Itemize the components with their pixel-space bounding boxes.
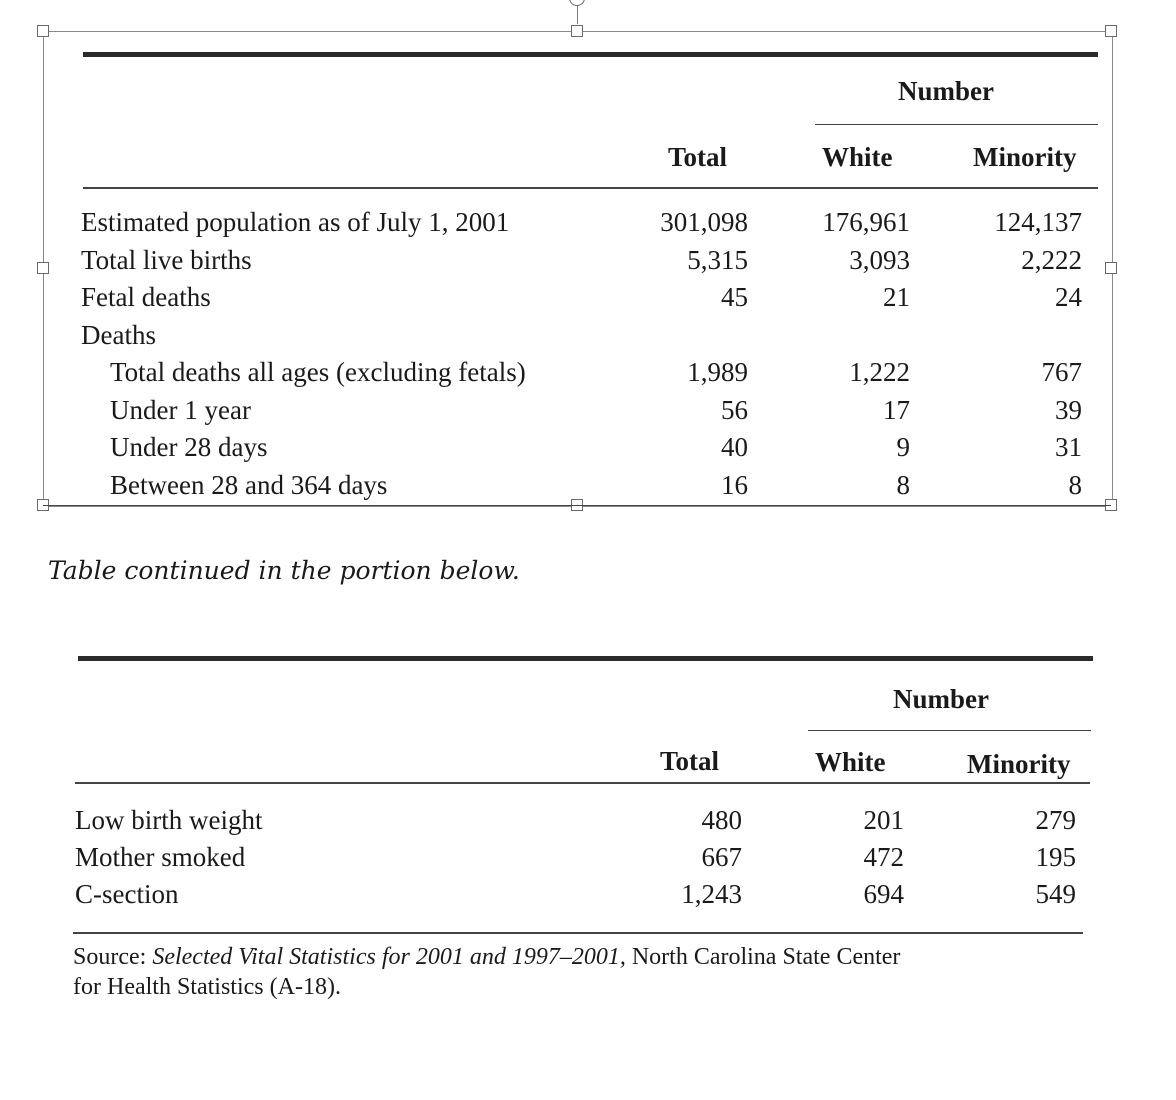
- table1-bottom-rule: [43, 505, 1111, 506]
- row-label: Fetal deaths: [81, 282, 211, 312]
- cell-minority: 24: [1055, 282, 1082, 312]
- row-label: Estimated population as of July 1, 2001: [81, 207, 510, 237]
- table2-header-rule: [75, 782, 1090, 784]
- cell-minority: 8: [1068, 469, 1082, 500]
- row-label: Under 1 year: [110, 394, 251, 425]
- cell-white: 3,093: [849, 244, 910, 275]
- cell-white: 694: [863, 879, 904, 909]
- row-label: Mother smoked: [75, 842, 246, 872]
- cell-total: 1,243: [681, 879, 742, 909]
- table1-group-header: Number: [898, 76, 994, 106]
- cell-minority: 124,137: [994, 207, 1082, 237]
- cell-white: 8: [896, 469, 910, 500]
- resize-handle-top-right[interactable]: [1105, 25, 1117, 37]
- row-label: Under 28 days: [110, 432, 268, 462]
- cell-minority: 767: [1041, 357, 1082, 387]
- cell-total: 301,098: [660, 207, 748, 237]
- cell-total: 5,315: [687, 244, 748, 275]
- row-label: Total deaths all ages (excluding fetals): [110, 357, 526, 387]
- cell-total: 16: [721, 469, 748, 500]
- cell-white: 9: [896, 432, 910, 462]
- table1-col-white: White: [822, 142, 893, 172]
- table1-col-minority: Minority: [973, 142, 1077, 172]
- cell-minority: 2,222: [1021, 244, 1082, 275]
- cell-minority: 279: [1035, 805, 1076, 835]
- row-label: Between 28 and 364 days: [110, 469, 388, 500]
- cell-minority: 195: [1035, 842, 1076, 872]
- resize-handle-middle-left[interactable]: [37, 262, 49, 274]
- cell-minority: 31: [1055, 432, 1082, 462]
- cell-total: 40: [721, 432, 748, 462]
- cell-total: 480: [701, 805, 742, 835]
- table1-group-rule: [815, 124, 1098, 125]
- cell-white: 472: [863, 842, 904, 872]
- table1-top-rule: [83, 52, 1098, 57]
- table2-bottom-rule: [73, 932, 1083, 934]
- source-note: [73, 942, 900, 1002]
- continuation-caption: Table continued in the portion below.: [48, 556, 520, 585]
- table2-top-rule: [78, 656, 1093, 661]
- rotate-handle-icon[interactable]: [569, 0, 585, 6]
- table2-col-minority: Minority: [967, 749, 1071, 779]
- source-suffix: North Carolina State Center: [625, 944, 901, 970]
- cell-minority: 549: [1035, 879, 1076, 909]
- cell-total: 56: [721, 394, 748, 425]
- cell-white: 176,961: [822, 207, 910, 237]
- table2-group-rule: [808, 730, 1091, 731]
- cell-white: 201: [863, 805, 904, 835]
- row-label: Total live births: [81, 244, 252, 275]
- resize-handle-middle-right[interactable]: [1105, 262, 1117, 274]
- row-label: C-section: [75, 879, 179, 909]
- cell-total: 45: [721, 282, 748, 312]
- row-label: Low birth weight: [75, 805, 263, 835]
- cell-minority: 39: [1055, 394, 1082, 425]
- resize-handle-top-left[interactable]: [37, 25, 49, 37]
- table2-col-white: White: [815, 747, 886, 777]
- source-prefix: Source:: [73, 944, 153, 970]
- cell-total: 1,989: [687, 357, 748, 387]
- source-line2: for Health Statistics (A-18).: [73, 974, 341, 1000]
- cell-white: 21: [883, 282, 910, 312]
- table1-header-rule: [83, 187, 1098, 189]
- row-label: Deaths: [81, 319, 156, 350]
- cell-white: 17: [883, 394, 910, 425]
- cell-total: 667: [701, 842, 742, 872]
- cell-white: 1,222: [849, 357, 910, 387]
- table1-col-total: Total: [668, 142, 728, 172]
- table2-group-header: Number: [893, 684, 989, 714]
- resize-handle-top-center[interactable]: [571, 25, 583, 37]
- table2-col-total: Total: [660, 746, 720, 776]
- source-title: Selected Vital Statistics for 2001 and 1997–2001,: [152, 944, 626, 970]
